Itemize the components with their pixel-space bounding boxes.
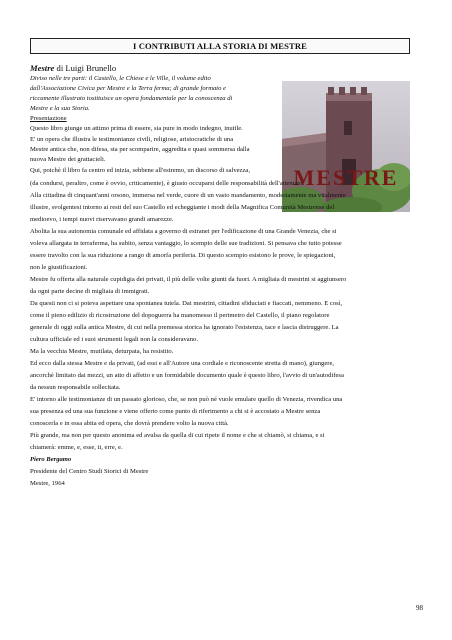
text-line: Ma la vecchia Mestre, mutilata, deturpata, ha resistito. [30, 348, 174, 355]
text-line: Qui, poichè il libro fa centro ed inizia, sebbene all'estremo, un discorso di salvezza, [30, 167, 250, 174]
text-line: dall'Associazione Civica per Mestre e la Terra ferma; di grande formato e [30, 85, 226, 92]
text-line: Più grande, ma non per questo anonima ed avulsa da quella di cui ripete il nome e che si chiamò, si chiama, e si [30, 432, 325, 439]
section-title: I CONTRIBUTI ALLA STORIA DI MESTRE [133, 41, 307, 51]
signature-role: Presidente del Centro Studi Storici di Mestre [30, 468, 149, 475]
text-line: Da questi non ci si poteva aspettare una spontanea tutela. Dai mestrini, cittadini sfiduciati e fiaccati, nemmeno. E così, [30, 300, 343, 307]
text-line: generale di oggi sulla antica Mestre, di cui nella premessa storica ha ignorato l'esistenza, tace e lascia distruggere. La [30, 324, 339, 331]
signature-name: Piero Bergamo [30, 456, 72, 463]
text-line: nuova Mestre dei grattacieli. [30, 156, 106, 163]
text-line: illustre, svolgentesi intorno ai resti del suo Castello ed echeggiante i modi della Magnifica Comunità Mestrense del [30, 204, 335, 211]
book-author: di Luigi Brunello [56, 63, 117, 73]
text-line: ancorchè limitato dai mezzi, un atto di affetto e un formidabile documento quale è questo libro, l'avvio di un'autodifesa [30, 372, 344, 379]
book-title: Mestre [30, 63, 55, 73]
text-line: Diviso nelle tre parti: il Castello, le Chiese e le Ville, il volume edito [30, 75, 211, 82]
text-line: (da condursi, peraltro, come è ovvio, criticamente), è giusto occuparsi delle responsabilità dell'attentato. [30, 180, 305, 187]
text-line: riccamente illustrato tostituisce un opera fondamentale per la conoscenza di [30, 95, 233, 102]
text-line: Mestre fu offerta alla naturale cupidigia dei privati, il più delle volte giunti da fuori. A migliaia di mestrini si aggiunsero [30, 276, 347, 283]
text-line: Mestre e la sua Storia. [30, 105, 90, 112]
cover-title-text: MESTRE [293, 165, 399, 190]
signature-place-date: Mestre, 1964 [30, 480, 65, 487]
text-line: come il pieno edilizio di ricostruzione del dopoguerra ha manomesso il perimetro del Castello, il piano regolatore [30, 312, 330, 319]
presentation-heading: Presentazione [30, 115, 67, 122]
text-line: sua presenza ed una sua funzione e viene offerto come punto di riferimento a chi si è accostato a Mestre senza [30, 408, 321, 415]
text-line: voleva allargata in terraferma, ha subito, senza vantaggio, lo scempio delle sue tradizioni. Si pensava che tutto potesse [30, 240, 342, 247]
text-line: Ed ecco dalla stessa Mestre e da privati, (ad essi e all'Autore una cordiale e riconoscente stretta di mano), giungere, [30, 360, 335, 367]
text-line: da nessun responsabile sollecitata. [30, 384, 121, 391]
section-header [30, 38, 410, 54]
text-line: da ogni parte decine di migliaia di immigrati. [30, 288, 150, 295]
text-line: Mestre antica che, non difesa, sta per scomparire, aggredita e quasi sommersa dalla [30, 146, 250, 153]
text-line: cultura ufficiale ed i suoi strumenti legali non la consideravano. [30, 336, 198, 343]
text-line: Alla cittadina di cinquant'anni orsono, immersa nel verde, cuore di un vasto mandamento, modestamente ma vitalmente [30, 192, 346, 199]
book-heading [30, 63, 116, 73]
text-line: chiamerà: emme, e, esse, ti, erre, e. [30, 444, 123, 451]
text-line: Questo libro giunge un attimo prima di essere, sia pure in modo indegno, inutile. [30, 125, 243, 132]
text-line: medioevo, i tempi nuovi riservavano grandi amarezze. [30, 216, 174, 223]
text-line: essere travolto con la sua riduzione a rango di amorfa periferia. Di questo scempio esistono le prove, le spiegazioni, [30, 252, 336, 259]
text-line: E' un opera che illustra le testimonianze civili, religiose, aristocratiche di una [30, 136, 234, 143]
page-number: 98 [416, 604, 423, 612]
text-line: conoscerla e in essa abita ed opera, che dovrà prendere volto la nuova città. [30, 420, 229, 427]
text-line: non le giustificazioni. [30, 264, 88, 271]
text-line: E' intorno alle testimonianze di un passato glorioso, che, se non può né vuole emulare quello di Venezia, rivendica una [30, 396, 343, 403]
text-line: Abolita la sua autonomia comunale ed affidata a governo di estranei per l'edificazione di una Grande Venezia, che si [30, 228, 337, 235]
